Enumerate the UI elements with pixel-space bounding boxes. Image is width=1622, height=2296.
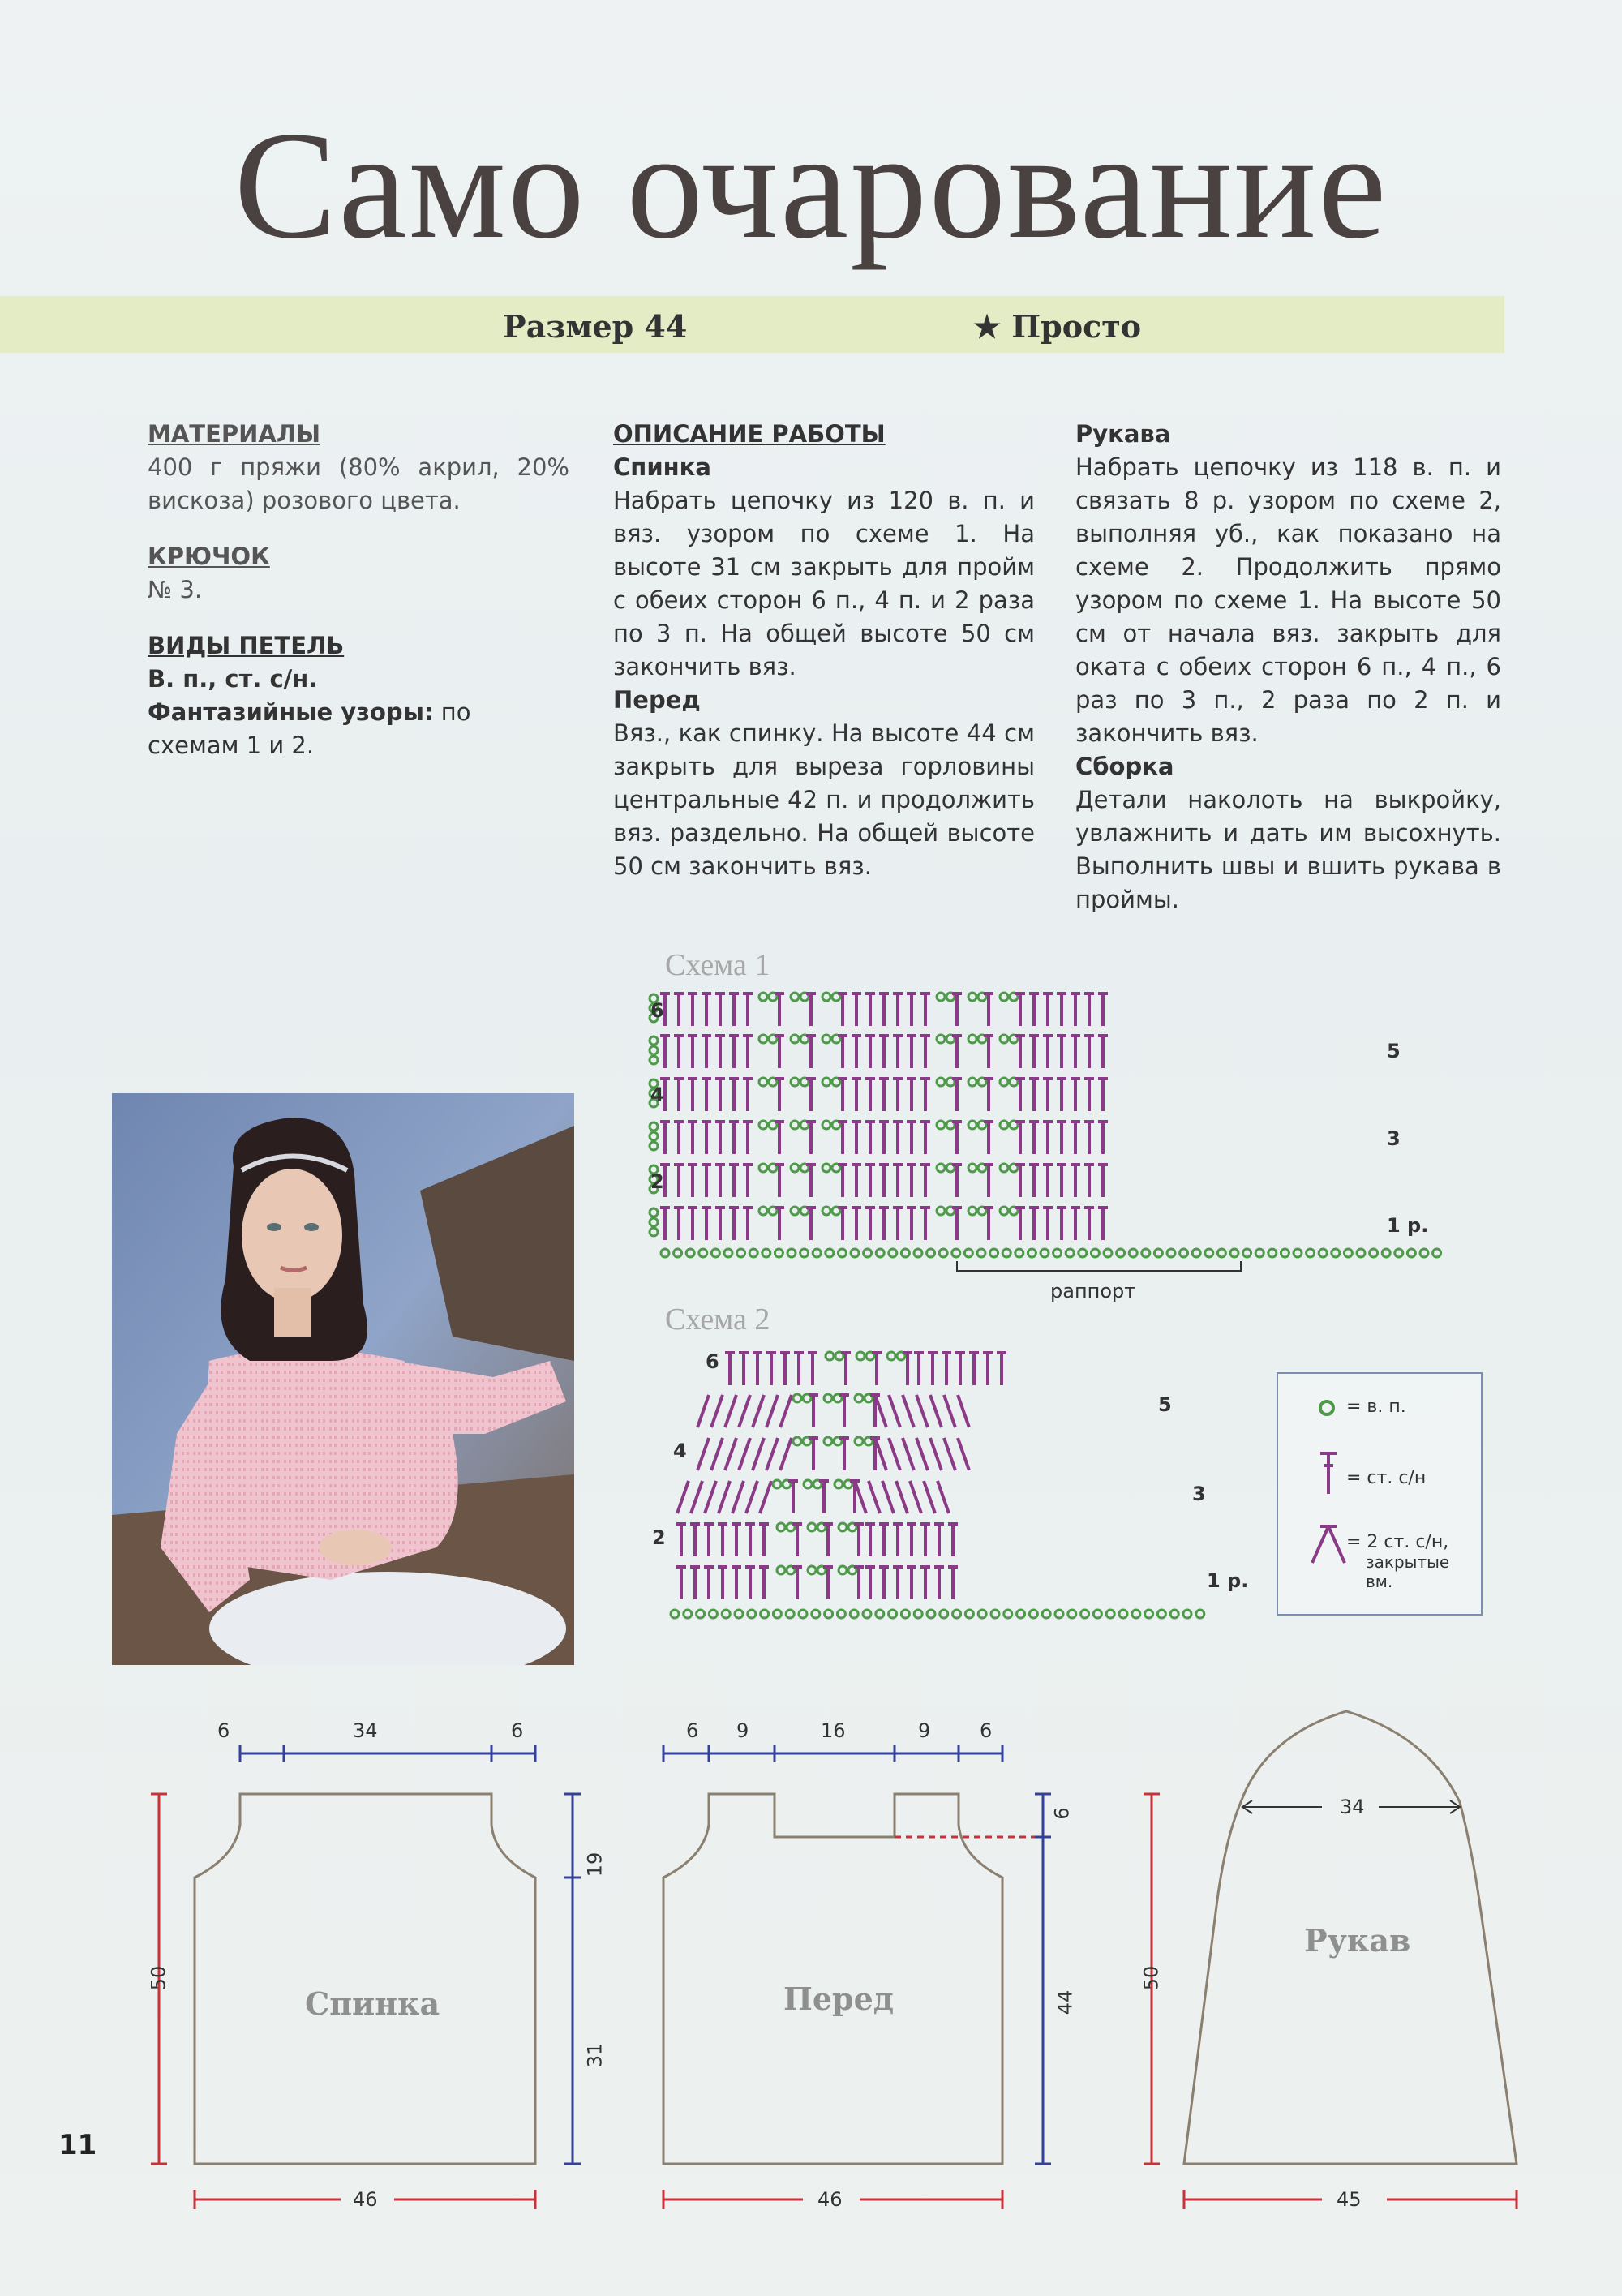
chain-stitch [1000,1207,1008,1215]
dc-slant [719,1481,730,1513]
back-lower: 31 [583,2042,607,2068]
chain-stitch [937,1078,945,1086]
chain-stitch [889,1249,897,1257]
dc-slant [889,1395,900,1427]
chain-stitch [804,1480,812,1488]
s1-row2: 2 [650,1170,664,1193]
dc-slant [938,1481,949,1513]
chain-stitch [786,1610,794,1618]
front-name: Перед [783,1981,895,2017]
scheme2-chart [665,1337,1265,1629]
chain-stitch [1217,1249,1225,1257]
scheme1-chart [641,977,1444,1318]
hook-heading: КРЮЧОК [148,543,270,570]
dc-slant [944,1438,955,1470]
chain-stitch [901,1249,909,1257]
chain-stitch [1079,1249,1087,1257]
materials-heading: МАТЕРИАЛЫ [148,420,320,448]
page-number: 11 [58,2129,97,2161]
legend-dc2-line3: вм. [1366,1572,1393,1591]
chain-stitch [837,1610,845,1618]
chain-stitch [1255,1249,1264,1257]
chain-stitch [722,1610,730,1618]
s2-row3: 3 [1192,1483,1206,1505]
dc-slant [739,1438,750,1470]
dc-slant [691,1481,702,1513]
chain-stitch [791,1164,799,1172]
chain-stitch [759,1164,767,1172]
chain-stitch [791,1121,799,1129]
chain-stitch [1307,1249,1315,1257]
chain-stitch [1281,1249,1289,1257]
chain-stitch [1407,1249,1415,1257]
chain-stitch [927,1610,935,1618]
chain-stitch [1183,1610,1191,1618]
chain-stitch [759,1078,767,1086]
chain-stitch [793,1437,801,1445]
chain-stitch [937,1207,945,1215]
chain-stitch [759,1121,767,1129]
dc-slant [930,1438,942,1470]
chain-stitch [864,1249,872,1257]
assembly-title: Сборка [1075,753,1174,780]
chain-stitch [709,1610,717,1618]
chain-stitch [887,1352,895,1360]
dc-slant [924,1481,935,1513]
fancy-text: по схемам 1 и 2. [148,698,471,759]
dc-slant [725,1438,736,1470]
dc-slant [958,1395,969,1427]
header-band [0,296,1504,353]
chain-stitch [826,1249,834,1257]
legend-dc2-line1: = 2 ст. с/н, [1346,1532,1449,1552]
front-title: Перед [613,686,701,714]
chain-stitch [977,1249,985,1257]
chain-stitch [650,1218,658,1226]
work-column [613,418,1035,883]
chain-stitch [1066,1249,1074,1257]
dc-slant [705,1481,716,1513]
chain-stitch [940,1610,948,1618]
chain-stitch [1004,1610,1012,1618]
repeat-label: раппорт [1050,1280,1136,1302]
sleeve-height: 50 [1139,1965,1163,1991]
back-height: 50 [147,1965,170,1991]
sleeves-text: Набрать цепочку из 118 в. п. и связать 8 р. узором по схеме 2, выполняя уб., как показано на схеме 2. Продолжить прямо узором по схеме 1. На высоте 50 см от начала вяз. закрыть для оката с обеих сторон 6 п., 4 п., 6 раз по 3 п., 2 раза по 2 п. и закончить вяз. [1075,453,1501,747]
legend-dc: = ст. с/н [1346,1468,1427,1488]
back-title: Спинка [613,453,711,481]
chain-stitch [855,1437,863,1445]
s2-row4: 4 [673,1440,687,1462]
chain-stitch [968,1207,976,1215]
dc-slant [855,1481,866,1513]
chain-stitch [650,1228,658,1236]
back-text: Набрать цепочку из 120 в. п. и вяз. узором по схеме 1. На высоте 31 см закрыть для пройм с обеих сторон 6 п., 4 п. и 2 раза по 3 п. На общей высоте 50 см закончить вяз. [613,487,1035,680]
chain-stitch [822,1207,830,1215]
chain-stitch [1154,1249,1162,1257]
chain-stitch [937,993,945,1001]
dc-slant [732,1481,744,1513]
chain-stitch [1332,1249,1340,1257]
chain-stitch [808,1566,816,1574]
chain-stitch [777,1566,785,1574]
chain-stitch [674,1249,682,1257]
chain-stitch [1017,1610,1025,1618]
chain-stitch [661,1249,669,1257]
chain-stitch [990,1249,998,1257]
assembly-text: Детали наколоть на выкройку, увлажнить и дать им высохнуть. Выполнить швы и вшить рукава в проймы. [1075,786,1501,913]
chain-stitch [927,1249,935,1257]
chain-stitch [1055,1610,1063,1618]
dc-slant [766,1395,778,1427]
legend-dc2 [1346,1533,1449,1591]
back-width: 46 [353,2188,378,2211]
chain-stitch [1053,1249,1062,1257]
chain-stitch [1000,1078,1008,1086]
back-armhole: 19 [583,1852,607,1878]
chain-stitch [937,1121,945,1129]
s1-row4: 4 [650,1084,664,1106]
page-title: Само очарование [234,101,1388,271]
materials-column [148,418,569,762]
dc-slant [753,1438,764,1470]
back-top-left: 6 [217,1719,230,1742]
chain-stitch [1243,1249,1251,1257]
chain-stitch [1196,1610,1204,1618]
dc-icon [1320,1453,1337,1494]
chain-stitch [835,1480,843,1488]
chain-stitch [650,1046,658,1054]
dc-slant [780,1395,792,1427]
chain-stitch [914,1249,922,1257]
chain-stitch [876,1249,884,1257]
chain-stitch [650,1142,658,1150]
dc-slant [916,1438,928,1470]
chain-stitch [1119,1610,1127,1618]
dc-slant [739,1395,750,1427]
chain-stitch [650,1208,658,1217]
chain-stitch [1157,1610,1165,1618]
chain-stitch [671,1610,679,1618]
dc-slant [746,1481,757,1513]
scheme2-label: Схема 2 [665,1302,770,1337]
chain-stitch [937,1035,945,1043]
front-neck-depth: 6 [1050,1807,1074,1820]
chain-stitch [876,1610,884,1618]
chain-stitch [1015,1249,1023,1257]
dc-slant [958,1438,969,1470]
work-heading: ОПИСАНИЕ РАБОТЫ [613,420,886,448]
chain-stitch [1319,1249,1327,1257]
chain-stitch [824,1437,832,1445]
chain-stitch [964,1249,972,1257]
chain-stitch [793,1394,801,1402]
chain-stitch [1117,1249,1125,1257]
s1-row3: 3 [1387,1127,1401,1150]
dc-slant [916,1395,928,1427]
dc-slant [697,1395,709,1427]
chain-stitch [968,1035,976,1043]
dc-slant [711,1438,723,1470]
sleeve-bottom: 45 [1337,2188,1362,2211]
front-top-1: 6 [686,1719,699,1742]
chain-stitch [863,1610,871,1618]
chain-stitch [1142,1249,1150,1257]
dc-slant [930,1395,942,1427]
chain-stitch [1268,1249,1277,1257]
chain-stitch [1192,1249,1200,1257]
s1-row1: 1 р. [1387,1214,1429,1237]
dc-slant [711,1395,723,1427]
s1-row5: 5 [1387,1040,1401,1062]
chain-stitch [724,1249,732,1257]
chain-stitch [759,1207,767,1215]
chain-stitch [953,1610,961,1618]
chain-stitch [812,1610,820,1618]
chain-stitch [1132,1610,1140,1618]
chain-stitch [1420,1249,1428,1257]
chain-stitch [1000,1035,1008,1043]
front-top-4: 9 [918,1719,931,1742]
chain-stitch [839,1523,847,1531]
fancy-label: Фантазийные узоры: [148,698,434,726]
front-top-2: 9 [736,1719,749,1742]
chain-stitch [699,1249,707,1257]
chain-stitch [1104,1249,1112,1257]
pattern-schematics [0,1703,1622,2222]
chain-stitch [650,1056,658,1064]
back-top-right: 6 [511,1719,524,1742]
s2-row5: 5 [1158,1393,1172,1416]
chain-stitch [759,993,767,1001]
chain-stitch [697,1610,705,1618]
chain-stitch [1129,1249,1137,1257]
chain-stitch [825,1610,833,1618]
legend-dc2-line2: закрытые [1366,1552,1450,1572]
chain-stitch [937,1164,945,1172]
dc-slant [760,1481,771,1513]
chain-stitch [952,1249,960,1257]
chain-stitch [773,1610,781,1618]
chain-stitch [914,1610,922,1618]
chain-stitch [1042,1610,1050,1618]
chain-stitch [968,1164,976,1172]
dc-slant [869,1481,880,1513]
dc-slant [875,1395,886,1427]
sleeves-column [1075,418,1501,916]
chain-stitch [650,1036,658,1045]
front-height: 44 [1053,1989,1077,2015]
chain-stitch [1081,1610,1089,1618]
dc-slant [697,1438,709,1470]
chain-stitch [686,1249,694,1257]
chain-stitch [800,1249,809,1257]
back-outline [195,1794,535,2164]
chain-stitch [822,993,830,1001]
chain-stitch [1205,1249,1213,1257]
chain-stitch [822,1164,830,1172]
dc-slant [677,1481,689,1513]
chain-stitch [850,1610,858,1618]
sleeve-name: Рукав [1304,1922,1411,1959]
chain-stitch [1028,1249,1036,1257]
dc-slant [882,1481,894,1513]
chain-stitch [822,1078,830,1086]
dc-slant [875,1438,886,1470]
chain-stitch [856,1352,865,1360]
chain-stitch [839,1566,847,1574]
chain-stitch [735,1610,743,1618]
chain-stitch [1000,1164,1008,1172]
chain-stitch [791,1207,799,1215]
s2-row6: 6 [706,1350,719,1373]
chain-stitch [939,1249,947,1257]
chain-stitch [737,1249,745,1257]
chain-stitch [838,1249,846,1257]
scheme1-label: Схема 1 [665,948,770,982]
chain-stitch [1433,1249,1441,1257]
s1-row6: 6 [650,999,664,1022]
dc-slant [889,1438,900,1470]
chain-stitch [968,1121,976,1129]
chain-stitch [791,993,799,1001]
chain-stitch [1344,1249,1352,1257]
chain-stitch [808,1523,816,1531]
size-label: Размер 44 [503,308,688,345]
dc-slant [753,1395,764,1427]
chain-stitch [965,1610,973,1618]
chain-stitch [991,1610,999,1618]
chain-stitch [1068,1610,1076,1618]
chain-stitch [777,1523,785,1531]
dc-slant [725,1395,736,1427]
chain-stitch [1395,1249,1403,1257]
chain-stitch [650,1132,658,1140]
chain-stitch [1230,1249,1238,1257]
chain-stitch [822,1035,830,1043]
chain-stitch [1294,1249,1302,1257]
sleeves-title: Рукава [1075,420,1171,448]
chain-stitch [824,1394,832,1402]
model-photo [112,1093,574,1665]
chain-stitch [851,1249,859,1257]
stitches-basic: В. п., ст. с/н. [148,665,318,693]
chain-stitch [791,1078,799,1086]
chain-stitch [978,1610,986,1618]
legend-chain: = в. п. [1346,1397,1406,1417]
chain-stitch [1002,1249,1011,1257]
chain-stitch [791,1035,799,1043]
front-top-3: 16 [821,1719,846,1742]
dc-slant [903,1395,914,1427]
s2-row2: 2 [652,1526,666,1549]
chain-stitch [1041,1249,1049,1257]
chain-stitch [684,1610,692,1618]
chain-stitch [1091,1249,1099,1257]
chain-stitch [822,1121,830,1129]
dc-slant [780,1438,792,1470]
dc-slant [766,1438,778,1470]
stitches-heading: ВИДЫ ПЕТЕЛЬ [148,632,345,659]
dc2-together-icon [1312,1526,1345,1563]
chain-stitch [1029,1610,1037,1618]
front-outline [663,1794,1002,2164]
chain-stitch [1167,1249,1175,1257]
chain-stitch [1170,1610,1178,1618]
chain-stitch [1145,1610,1153,1618]
s2-row1: 1 р. [1207,1569,1249,1592]
chain-stitch [968,993,976,1001]
chain-stitch [762,1249,770,1257]
chain-stitch [711,1249,719,1257]
repeat-bracket [957,1261,1241,1271]
chain-stitch [749,1249,757,1257]
chain-stitch [799,1610,807,1618]
difficulty-label: ★ Просто [973,308,1142,345]
chain-stitch [889,1610,897,1618]
front-text: Вяз., как спинку. На высоте 44 см закрыть для выреза горловины центральные 42 п. и продолжить вяз. раздельно. На общей высоте 50 см закончить вяз. [613,719,1035,880]
chain-stitch [1382,1249,1390,1257]
hook-text: № 3. [148,576,203,603]
chain-stitch [775,1249,783,1257]
chain-stitch [773,1480,781,1488]
chain-stitch [968,1078,976,1086]
chain-stitch [1357,1249,1365,1257]
dc-slant [903,1438,914,1470]
chain-stitch [1106,1610,1114,1618]
chain-stitch [1180,1249,1188,1257]
dc-slant [896,1481,908,1513]
chain-stitch [650,1122,658,1131]
chain-icon [1320,1401,1333,1414]
chain-stitch [813,1249,821,1257]
chain-stitch [761,1610,769,1618]
chain-stitch [1000,993,1008,1001]
back-top-center: 34 [353,1719,378,1742]
chain-stitch [787,1249,796,1257]
dc-slant [944,1395,955,1427]
front-width: 46 [817,2188,843,2211]
chain-stitch [1370,1249,1378,1257]
chain-stitch [1000,1121,1008,1129]
chain-stitch [1093,1610,1101,1618]
chain-stitch [855,1394,863,1402]
back-name: Спинка [305,1985,440,2022]
chain-stitch [748,1610,756,1618]
sleeve-width: 34 [1340,1796,1365,1818]
dc-slant [910,1481,921,1513]
chain-stitch [826,1352,834,1360]
front-top-5: 6 [980,1719,993,1742]
chain-stitch [901,1610,909,1618]
stitches-fancy [148,696,569,762]
chain-stitch [759,1035,767,1043]
materials-text: 400 г пряжи (80% акрил, 20% вискоза) розового цвета. [148,453,569,514]
